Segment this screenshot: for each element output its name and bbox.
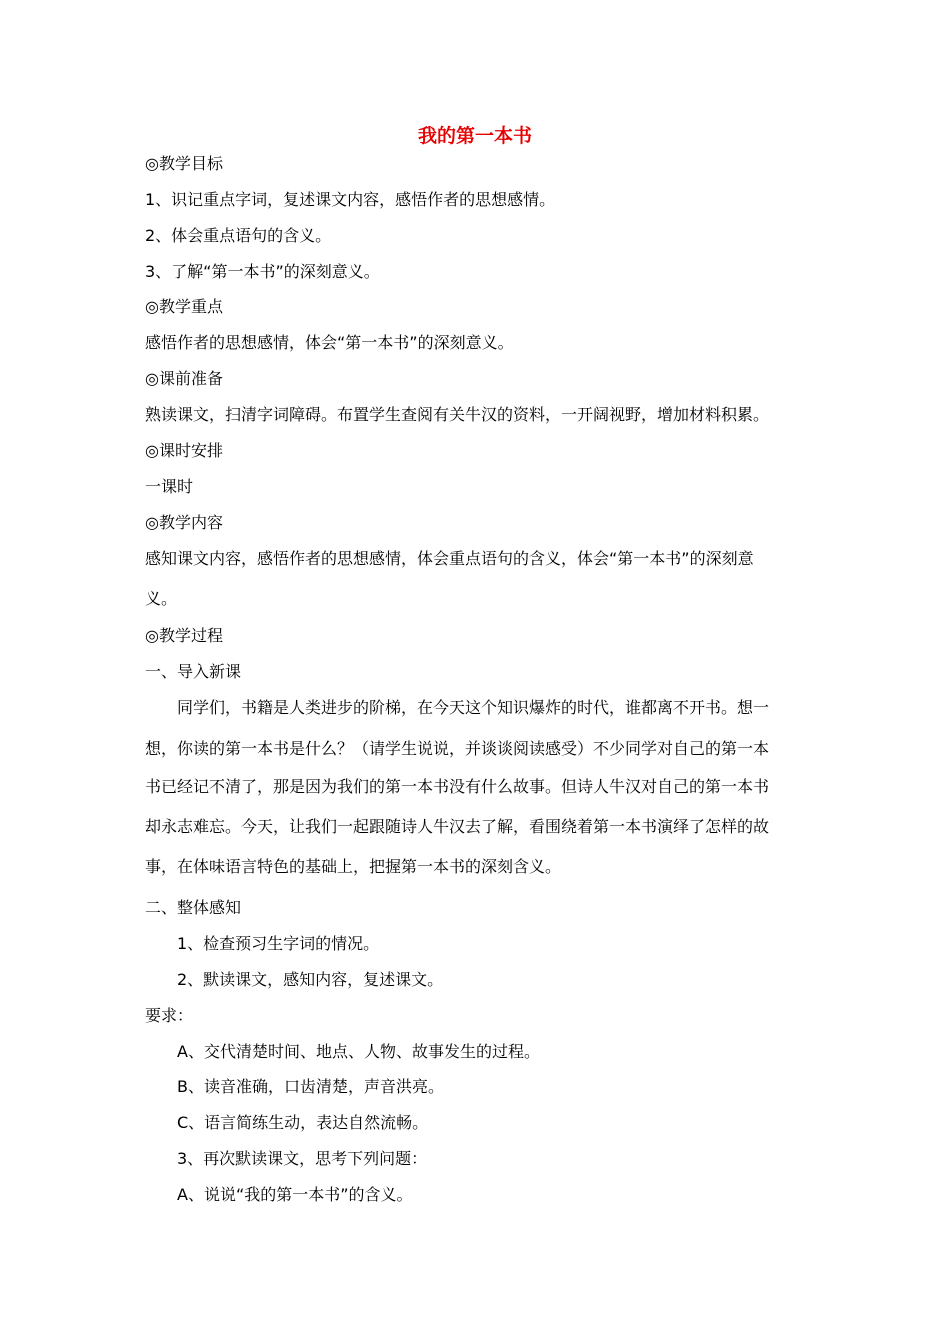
preparation-text: 熟读课文，扫清字词障碍。布置学生查阅有关牛汉的资料，一开阔视野，增加材料积累。 bbox=[145, 405, 770, 424]
objective-3: 3、了解“第一本书”的深刻意义。 bbox=[145, 262, 380, 281]
requirement-a: A、交代清楚时间、地点、人物、故事发生的过程。 bbox=[177, 1042, 540, 1061]
page-title: 我的第一本书 bbox=[417, 125, 532, 147]
section-overview-heading: 二、整体感知 bbox=[145, 898, 242, 917]
key-points-text: 感悟作者的思想感情，体会“第一本书”的深刻意义。 bbox=[145, 333, 514, 352]
intro-line: 事，在体味语言特色的基础上，把握第一本书的深刻含义。 bbox=[145, 857, 562, 876]
heading-schedule: ◎课时安排 bbox=[145, 441, 223, 460]
intro-line: 书已经记不清了，那是因为我们的第一本书没有什么故事。但诗人牛汉对自己的第一本书 bbox=[145, 777, 770, 796]
heading-objectives: ◎教学目标 bbox=[145, 154, 223, 173]
question-a: A、说说“我的第一本书”的含义。 bbox=[177, 1185, 413, 1204]
requirement-b: B、读音准确，口齿清楚，声音洪亮。 bbox=[177, 1077, 444, 1096]
intro-line: 却永志难忘。今天，让我们一起跟随诗人牛汉去了解，看围绕着第一本书演绎了怎样的故 bbox=[145, 817, 770, 836]
content-text-line-1: 感知课文内容，感悟作者的思想感情，体会重点语句的含义，体会“第一本书”的深刻意 bbox=[145, 549, 754, 568]
requirements-label: 要求： bbox=[145, 1006, 194, 1025]
intro-paragraph bbox=[145, 697, 805, 878]
step-2: 2、默读课文，感知内容，复述课文。 bbox=[177, 970, 444, 989]
step-3: 3、再次默读课文，思考下列问题： bbox=[177, 1149, 428, 1168]
heading-key-points: ◎教学重点 bbox=[145, 297, 223, 316]
heading-preparation: ◎课前准备 bbox=[145, 369, 223, 388]
heading-process: ◎教学过程 bbox=[145, 626, 223, 645]
intro-line: 想，你读的第一本书是什么？（请学生说说，并谈谈阅读感受）不少同学对自己的第一本 bbox=[145, 739, 770, 758]
heading-content: ◎教学内容 bbox=[145, 513, 223, 532]
objective-1: 1、识记重点字词，复述课文内容，感悟作者的思想感情。 bbox=[145, 190, 556, 209]
content-text-line-2: 义。 bbox=[145, 589, 178, 608]
objective-2: 2、体会重点语句的含义。 bbox=[145, 226, 332, 245]
intro-line: 同学们，书籍是人类进步的阶梯，在今天这个知识爆炸的时代，谁都离不开书。想一 bbox=[177, 698, 770, 717]
step-1: 1、检查预习生字词的情况。 bbox=[177, 934, 380, 953]
section-intro-heading: 一、导入新课 bbox=[145, 662, 242, 681]
schedule-text: 一课时 bbox=[145, 477, 194, 496]
requirement-c: C、语言简练生动，表达自然流畅。 bbox=[177, 1113, 429, 1132]
